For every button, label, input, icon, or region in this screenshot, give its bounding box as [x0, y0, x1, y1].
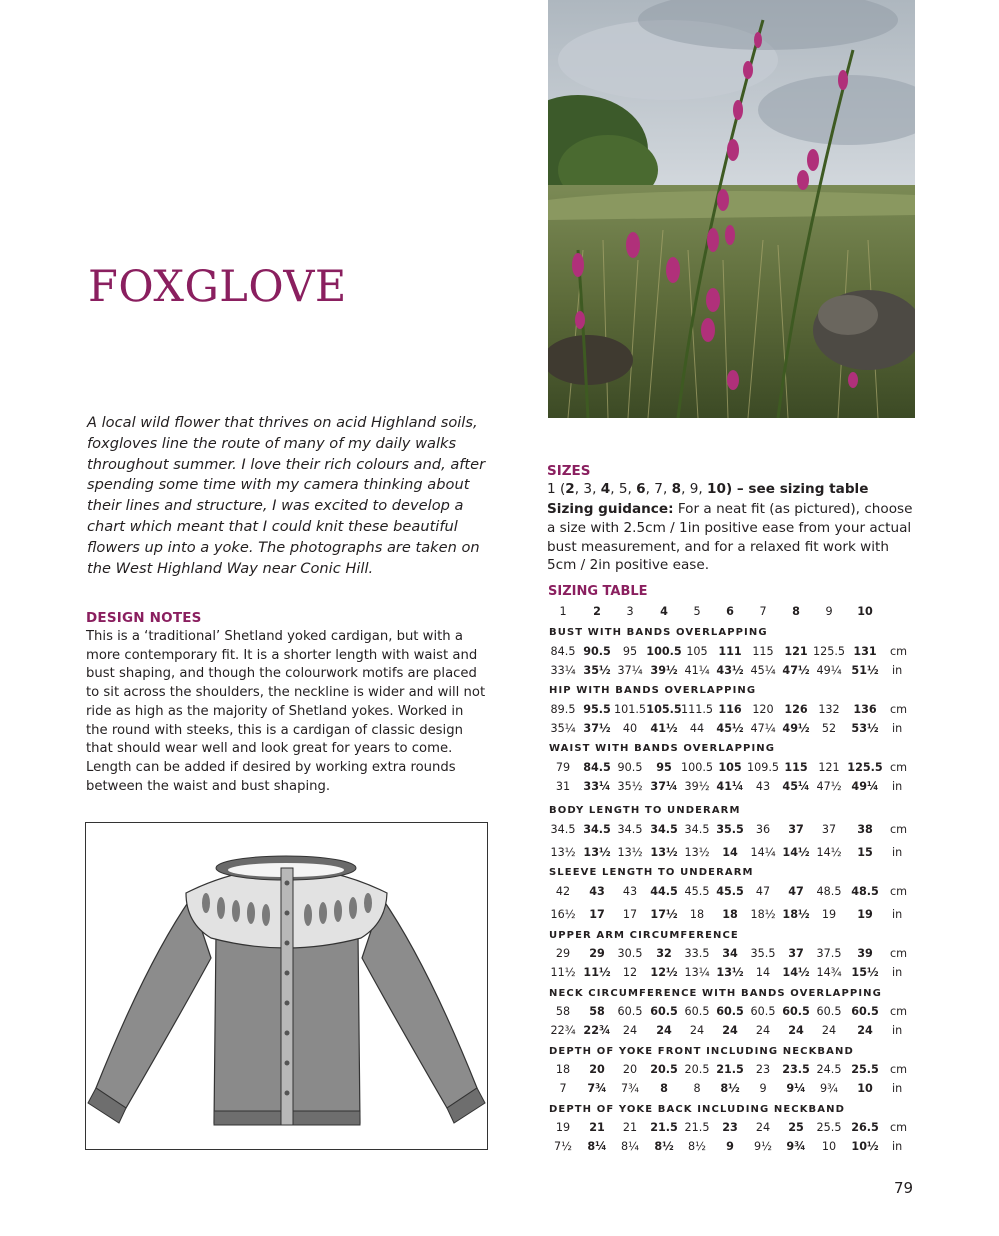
measurement-label: DEPTH OF YOKE BACK INCLUDING NECKBAND [549, 1104, 845, 1115]
table-cell-cm: 111.5 [680, 703, 714, 716]
unit-label-in: in [892, 1140, 903, 1153]
unit-label-in: in [892, 846, 903, 859]
table-cell-cm: 24.5 [816, 1063, 842, 1076]
table-cell-cm: 47 [788, 885, 804, 898]
table-cell-in: 8½ [720, 1082, 740, 1095]
size-item: 8 [671, 481, 682, 497]
table-cell-cm: 60.5 [851, 1005, 879, 1018]
table-cell-cm: 100.5 [680, 761, 714, 774]
table-cell-cm: 24 [755, 1121, 771, 1134]
table-cell-cm: 90.5 [617, 761, 643, 774]
table-cell-cm: 111 [718, 645, 742, 658]
measurement-label: UPPER ARM CIRCUMFERENCE [549, 930, 739, 941]
table-cell-in: 17½ [650, 908, 678, 921]
table-cell-cm: 35.5 [750, 947, 776, 960]
table-cell-cm: 26.5 [851, 1121, 879, 1134]
size-item: 2 [565, 481, 575, 497]
table-cell-cm: 109.5 [746, 761, 780, 774]
unit-label-in: in [892, 664, 903, 677]
table-cell-in: 41¼ [684, 664, 710, 677]
unit-label-in: in [892, 1024, 903, 1037]
table-cell-in: 14½ [782, 966, 810, 979]
table-cell-cm: 44.5 [650, 885, 678, 898]
table-cell-cm: 35.5 [716, 823, 744, 836]
table-cell-in: 49¼ [851, 780, 879, 793]
table-cell-cm: 25.5 [816, 1121, 842, 1134]
unit-label-in: in [892, 722, 903, 735]
table-cell-in: 15 [857, 846, 873, 859]
sizes-heading: SIZES [547, 463, 591, 479]
unit-label-in: in [892, 966, 903, 979]
size-item: 6 [636, 481, 646, 497]
table-cell-cm: 105.5 [646, 703, 682, 716]
unit-label-cm: cm [890, 645, 908, 658]
table-cell-in: 39½ [684, 780, 710, 793]
table-cell-cm: 90.5 [583, 645, 611, 658]
table-cell-cm: 58 [589, 1005, 605, 1018]
table-cell-cm: 43 [622, 885, 638, 898]
table-cell-in: 47¼ [750, 722, 776, 735]
table-cell-cm: 84.5 [550, 645, 576, 658]
table-cell-in: 47½ [782, 664, 810, 677]
table-cell-cm: 20.5 [684, 1063, 710, 1076]
table-cell-in: 7¾ [587, 1082, 607, 1095]
table-cell-in: 37¼ [650, 780, 678, 793]
table-cell-cm: 131 [853, 645, 877, 658]
table-cell-in: 45¼ [750, 664, 776, 677]
table-cell-cm: 132 [818, 703, 840, 716]
table-cell-cm: 25.5 [851, 1063, 879, 1076]
table-cell-cm: 60.5 [750, 1005, 776, 1018]
table-cell-cm: 29 [589, 947, 605, 960]
table-cell-cm: 60.5 [716, 1005, 744, 1018]
table-cell-in: 22¾ [550, 1024, 576, 1037]
table-cell-cm: 95 [656, 761, 672, 774]
table-cell-cm: 79 [555, 761, 571, 774]
table-cell-in: 8¼ [587, 1140, 607, 1153]
size-column-header: 9 [825, 605, 833, 618]
unit-label-in: in [892, 1082, 903, 1095]
table-cell-in: 49¼ [816, 664, 842, 677]
table-cell-in: 13¼ [684, 966, 710, 979]
table-cell-cm: 42 [555, 885, 571, 898]
unit-label-cm: cm [890, 885, 908, 898]
table-cell-in: 24 [656, 1024, 672, 1037]
sizing-table-heading: SIZING TABLE [548, 584, 648, 599]
table-cell-in: 13½ [550, 846, 576, 859]
size-item: 5 [618, 481, 628, 497]
design-notes-body: This is a ‘traditional’ Shetland yoked cardigan, but with a more contemporary fit. It is a shorter length with waist and bust shaping, and though the colourwork motifs are placed to sit across the shoulders, the neckline is wider and will not ride as high as the majority of Shetland yokes. Worked in the round with steeks, this is a cardigan of classic design that should wear well and look great for years to come. Length can be added if desired by working extra rounds between the waist and bust shaping. [86, 629, 486, 794]
table-cell-cm: 23 [722, 1121, 738, 1134]
sizes-list: 1 (2, 3, 4, 5, 6, 7, 8, 9, 10) – see sizing table [547, 481, 869, 497]
table-cell-in: 9¾ [820, 1082, 838, 1095]
unit-label-cm: cm [890, 823, 908, 836]
table-cell-in: 43 [755, 780, 771, 793]
table-cell-cm: 23 [755, 1063, 771, 1076]
measurement-label: NECK CIRCUMFERENCE WITH BANDS OVERLAPPING [549, 988, 882, 999]
table-cell-in: 18½ [782, 908, 810, 921]
table-cell-in: 17 [589, 908, 605, 921]
cardigan-sketch [85, 822, 488, 1150]
table-cell-in: 39½ [650, 664, 678, 677]
table-cell-cm: 45.5 [684, 885, 710, 898]
page-title: FOXGLOVE [88, 262, 347, 312]
table-cell-cm: 34.5 [583, 823, 611, 836]
table-cell-cm: 33.5 [684, 947, 710, 960]
foxglove-photo-image [548, 0, 915, 418]
table-cell-cm: 60.5 [816, 1005, 842, 1018]
unit-label-cm: cm [890, 1121, 908, 1134]
size-column-header: 1 [559, 605, 567, 618]
table-cell-cm: 39 [857, 947, 873, 960]
table-cell-cm: 105 [718, 761, 742, 774]
table-cell-cm: 47 [755, 885, 771, 898]
table-cell-in: 24 [722, 1024, 738, 1037]
table-cell-cm: 116 [718, 703, 742, 716]
table-cell-cm: 25 [788, 1121, 804, 1134]
table-cell-cm: 37.5 [816, 947, 842, 960]
table-cell-cm: 60.5 [617, 1005, 643, 1018]
table-cell-in: 14½ [782, 846, 810, 859]
table-cell-in: 12 [622, 966, 638, 979]
table-cell-in: 24 [755, 1024, 771, 1037]
table-cell-in: 41¼ [716, 780, 744, 793]
table-cell-in: 41½ [650, 722, 678, 735]
table-cell-cm: 34.5 [550, 823, 576, 836]
table-cell-in: 24 [689, 1024, 705, 1037]
table-cell-in: 14 [722, 846, 738, 859]
unit-label-cm: cm [890, 703, 908, 716]
table-cell-in: 47½ [816, 780, 842, 793]
table-cell-cm: 37 [788, 823, 804, 836]
table-cell-cm: 101.5 [613, 703, 647, 716]
table-cell-in: 37½ [583, 722, 611, 735]
table-cell-in: 13½ [650, 846, 678, 859]
table-cell-cm: 23.5 [782, 1063, 810, 1076]
table-cell-cm: 125.5 [812, 645, 846, 658]
table-cell-cm: 34 [722, 947, 738, 960]
table-cell-cm: 120 [752, 703, 774, 716]
table-cell-in: 9 [759, 1082, 767, 1095]
page-number: 79 [894, 1179, 914, 1197]
table-cell-in: 10 [821, 1140, 837, 1153]
table-cell-cm: 48.5 [851, 885, 879, 898]
table-cell-in: 24 [857, 1024, 873, 1037]
table-cell-in: 17 [622, 908, 638, 921]
table-cell-cm: 48.5 [816, 885, 842, 898]
table-cell-cm: 21 [622, 1121, 638, 1134]
table-cell-in: 45¼ [782, 780, 810, 793]
table-cell-in: 9¾ [786, 1140, 806, 1153]
table-cell-cm: 21.5 [716, 1063, 744, 1076]
table-cell-in: 12½ [650, 966, 678, 979]
table-cell-cm: 32 [656, 947, 672, 960]
table-cell-in: 7¾ [621, 1082, 639, 1095]
table-cell-cm: 37 [788, 947, 804, 960]
table-cell-in: 8½ [654, 1140, 674, 1153]
unit-label-in: in [892, 780, 903, 793]
size-column-header: 7 [759, 605, 767, 618]
table-cell-in: 31 [555, 780, 571, 793]
measurement-label: BUST WITH BANDS OVERLAPPING [549, 627, 768, 638]
size-column-header: 4 [660, 605, 668, 618]
size-column-header: 2 [593, 605, 601, 618]
table-cell-cm: 58 [555, 1005, 571, 1018]
sizes-prefix: 1 ( [547, 481, 566, 497]
table-cell-cm: 95 [622, 645, 638, 658]
intro-paragraph: A local wild flower that thrives on acid Highland soils, foxgloves line the route of many of my daily walks throughout summer. I love their rich colours and, after spending some time with my camera thinking about their lines and structure, I was excited to develop a chart which meant that I could knit these beautiful flowers up into a yoke. The photographs are taken on the West Highland Way near Conic Hill. [87, 414, 486, 577]
table-cell-in: 9½ [754, 1140, 772, 1153]
table-cell-cm: 20.5 [650, 1063, 678, 1076]
size-column-header: 5 [693, 605, 701, 618]
table-cell-in: 11½ [550, 966, 576, 979]
table-cell-cm: 20 [622, 1063, 638, 1076]
table-cell-in: 13½ [617, 846, 643, 859]
table-cell-cm: 38 [857, 823, 873, 836]
table-cell-cm: 19 [555, 1121, 571, 1134]
table-cell-in: 14¼ [750, 846, 776, 859]
foxglove-photo [548, 0, 915, 418]
table-cell-cm: 34.5 [650, 823, 678, 836]
table-cell-cm: 21 [589, 1121, 605, 1134]
table-cell-in: 45½ [716, 722, 744, 735]
size-column-header: 8 [792, 605, 800, 618]
table-cell-cm: 115 [784, 761, 808, 774]
table-cell-in: 43½ [716, 664, 744, 677]
table-cell-cm: 121 [784, 645, 808, 658]
table-cell-in: 9¼ [786, 1082, 806, 1095]
table-cell-in: 10½ [851, 1140, 879, 1153]
table-cell-in: 40 [622, 722, 638, 735]
table-cell-cm: 37 [821, 823, 837, 836]
table-cell-in: 13½ [583, 846, 611, 859]
table-cell-in: 11½ [583, 966, 611, 979]
table-cell-cm: 30.5 [617, 947, 643, 960]
table-cell-cm: 34.5 [617, 823, 643, 836]
design-notes-heading: DESIGN NOTES [86, 610, 202, 626]
size-item: 7 [654, 481, 663, 497]
table-cell-cm: 126 [784, 703, 808, 716]
table-cell-in: 37¼ [617, 664, 643, 677]
measurement-label: SLEEVE LENGTH TO UNDERARM [549, 867, 754, 878]
table-cell-in: 16½ [550, 908, 576, 921]
table-cell-cm: 43 [589, 885, 605, 898]
table-cell-in: 10 [857, 1082, 873, 1095]
table-cell-in: 35½ [617, 780, 643, 793]
table-cell-in: 15½ [851, 966, 879, 979]
table-cell-in: 24 [788, 1024, 804, 1037]
table-cell-cm: 36 [755, 823, 771, 836]
table-cell-in: 7 [559, 1082, 567, 1095]
table-cell-in: 19 [857, 908, 873, 921]
unit-label-in: in [892, 908, 903, 921]
sizing-guidance-label: Sizing guidance: [547, 501, 674, 517]
sizing-guidance [547, 500, 917, 575]
size-column-header: 6 [726, 605, 734, 618]
table-cell-cm: 45.5 [716, 885, 744, 898]
sizing-guidance-text: For a neat fit (as pictured), choose a size with 2.5cm / 1in positive ease from your actual bust measurement, and for a relaxed fit work with 5cm / 2in positive ease. [547, 501, 913, 574]
table-cell-in: 51½ [851, 664, 879, 677]
table-cell-in: 8 [660, 1082, 668, 1095]
unit-label-cm: cm [890, 1005, 908, 1018]
table-cell-in: 19 [821, 908, 837, 921]
unit-label-cm: cm [890, 947, 908, 960]
table-cell-in: 14½ [816, 846, 842, 859]
measurement-label: BODY LENGTH TO UNDERARM [549, 805, 741, 816]
table-cell-cm: 29 [555, 947, 571, 960]
table-cell-cm: 115 [752, 645, 774, 658]
table-cell-in: 9 [726, 1140, 734, 1153]
size-column-header: 10 [857, 605, 873, 618]
size-column-header: 3 [626, 605, 634, 618]
table-cell-in: 53½ [851, 722, 879, 735]
sizes-suffix: ) – see sizing table [725, 481, 869, 497]
table-cell-cm: 95.5 [583, 703, 611, 716]
table-cell-in: 13½ [684, 846, 710, 859]
unit-label-cm: cm [890, 761, 908, 774]
table-cell-cm: 18 [555, 1063, 571, 1076]
table-cell-in: 35½ [583, 664, 611, 677]
table-cell-cm: 125.5 [847, 761, 883, 774]
table-cell-in: 35¼ [550, 722, 576, 735]
table-cell-in: 33¼ [550, 664, 576, 677]
table-cell-in: 8½ [688, 1140, 706, 1153]
table-cell-in: 7½ [554, 1140, 572, 1153]
table-cell-in: 44 [689, 722, 705, 735]
table-cell-in: 33¼ [583, 780, 611, 793]
table-cell-in: 8¼ [621, 1140, 639, 1153]
measurement-label: WAIST WITH BANDS OVERLAPPING [549, 743, 776, 754]
table-cell-in: 13½ [716, 966, 744, 979]
table-cell-cm: 60.5 [650, 1005, 678, 1018]
table-cell-in: 14 [755, 966, 771, 979]
table-cell-in: 18 [722, 908, 738, 921]
cardigan-sketch-image [86, 823, 487, 1149]
unit-label-cm: cm [890, 1063, 908, 1076]
table-cell-cm: 136 [853, 703, 877, 716]
table-cell-in: 52 [821, 722, 837, 735]
table-cell-in: 24 [821, 1024, 837, 1037]
table-cell-in: 22¾ [583, 1024, 611, 1037]
table-cell-cm: 84.5 [583, 761, 611, 774]
size-item: 10 [707, 481, 726, 497]
table-cell-cm: 60.5 [782, 1005, 810, 1018]
table-cell-cm: 121 [818, 761, 840, 774]
table-cell-cm: 21.5 [650, 1121, 678, 1134]
measurement-label: DEPTH OF YOKE FRONT INCLUDING NECKBAND [549, 1046, 854, 1057]
size-item: 3 [583, 481, 593, 497]
size-item: 9 [689, 481, 699, 497]
table-cell-in: 18 [689, 908, 705, 921]
measurement-label: HIP WITH BANDS OVERLAPPING [549, 685, 757, 696]
table-cell-cm: 60.5 [684, 1005, 710, 1018]
table-cell-in: 18½ [750, 908, 776, 921]
table-cell-cm: 89.5 [550, 703, 576, 716]
table-cell-cm: 100.5 [646, 645, 682, 658]
table-cell-cm: 20 [589, 1063, 605, 1076]
table-cell-cm: 34.5 [684, 823, 710, 836]
table-cell-in: 8 [693, 1082, 701, 1095]
table-cell-in: 24 [622, 1024, 638, 1037]
table-cell-in: 49½ [782, 722, 810, 735]
table-cell-cm: 105 [686, 645, 708, 658]
table-cell-in: 14¾ [816, 966, 842, 979]
table-cell-cm: 21.5 [684, 1121, 710, 1134]
size-item: 4 [600, 481, 611, 497]
